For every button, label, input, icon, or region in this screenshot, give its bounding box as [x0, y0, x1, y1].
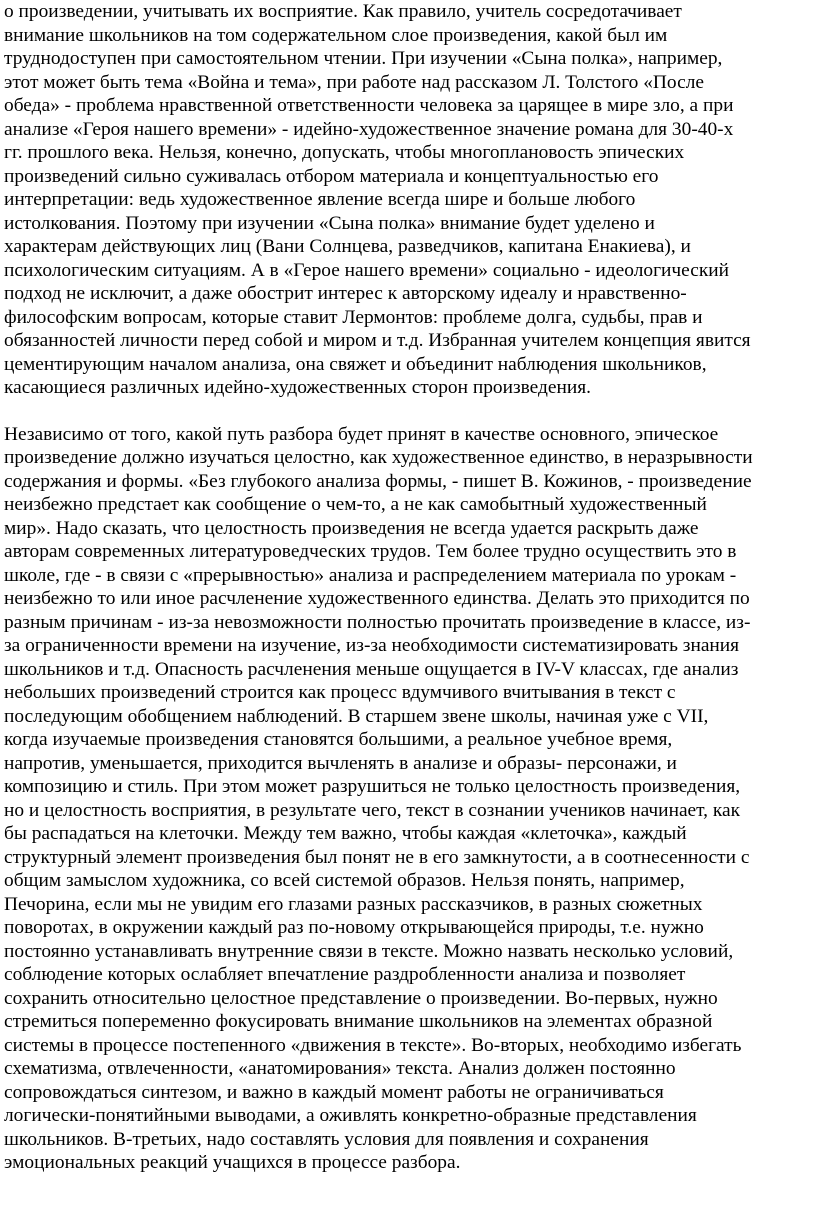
text-line: напротив, уменьшается, приходится вычленять в анализе и образы- персонажи, и: [4, 752, 677, 774]
text-line: эмоциональных реакций учащихся в процессе разбора.: [4, 1152, 461, 1173]
text-line: последующим обобщением наблюдений. В старшем звене школы, начиная уже с VII,: [4, 705, 709, 727]
text-line: интерпретации: ведь художественное явление всегда шире и больше любого: [4, 189, 636, 210]
text-line: сопровождаться синтезом, и важно в каждый момент работы не ограничиваться: [4, 1081, 664, 1103]
text-line: стремиться попеременно фокусировать внимание школьников на элементах образной: [4, 1011, 713, 1032]
text-line: сохранить относительно целостное представление о произведении. Во-первых, нужно: [4, 987, 718, 1009]
text-line: этот может быть тема «Война и тема», при работе над рассказом Л. Толстого «После: [4, 71, 704, 93]
text-line: подход не исключит, а даже обострит интерес к авторскому идеалу и нравственно-: [4, 283, 687, 304]
text-line: разным причинам - из-за невозможности полностью прочитать произведение в классе, из-: [4, 611, 751, 633]
text-line: касающиеся различных идейно-художественных сторон произведения.: [4, 377, 592, 398]
text-line: неизбежно то или иное расчленение художественного единства. Делать это приходится по: [4, 588, 750, 609]
text-line: общим замыслом художника, со всей системой образов. Нельзя понять, например,: [4, 870, 685, 891]
paragraph-2: [4, 423, 812, 1175]
text-line: школьников и т.д. Опасность расчленения меньше ощущается в IV-V классах, где анализ: [4, 658, 739, 680]
text-line: схематизма, отвлеченности, «анатомирования» текста. Анализ должен постоянно: [4, 1058, 676, 1079]
text-line: внимание школьников на том содержательном слое произведения, какой был им: [4, 24, 668, 46]
text-line: за ограниченности времени на изучение, из-за необходимости систематизировать знания: [4, 635, 740, 656]
text-line: соблюдение которых ослабляет впечатление раздробленности анализа и позволяет: [4, 964, 686, 985]
text-line: школьников. В-третьих, надо составлять условия для появления и сохранения: [4, 1128, 649, 1150]
text-line: структурный элемент произведения был понят не в его замкнутости, а в соотнесенности с: [4, 846, 750, 868]
text-line: характерам действующих лиц (Вани Солнцева, разведчиков, капитана Енакиева), и: [4, 236, 691, 257]
text-line: гг. прошлого века. Нельзя, конечно, допускать, чтобы многоплановость эпических: [4, 142, 685, 163]
text-line: системы в процессе постепенного «движения в тексте». Во-вторых, необходимо избегать: [4, 1034, 742, 1056]
text-line: психологическим ситуациям. А в «Герое нашего времени» социально - идеологический: [4, 259, 730, 281]
text-line: труднодоступен при самостоятельном чтении. При изучении «Сына полка», например,: [4, 48, 723, 69]
text-line: произведений сильно суживалась отбором материала и концептуальностью его: [4, 165, 659, 187]
text-line: когда изучаемые произведения становятся большими, а реальное учебное время,: [4, 729, 673, 750]
text-line: логически-понятийными выводами, а оживлять конкретно-образные представления: [4, 1105, 697, 1126]
text-line: истолкования. Поэтому при изучении «Сына полка» внимание будет уделено и: [4, 212, 655, 234]
text-line: школе, где - в связи с «прерывностью» анализа и распределением материала по урокам -: [4, 564, 737, 586]
text-line: произведение должно изучаться целостно, как художественное единство, в неразрывности: [4, 447, 753, 468]
paragraph-gap: [4, 400, 812, 423]
text-line: о произведении, учитывать их восприятие. Как правило, учитель сосредотачивает: [4, 1, 682, 22]
text-line: неизбежно предстает как сообщение о чем-то, а не как самобытный художественный: [4, 494, 707, 515]
text-line: анализе «Героя нашего времени» - идейно-художественное значение романа для 30-40-х: [4, 118, 734, 140]
text-line: Независимо от того, какой путь разбора будет принят в качестве основного, эпическое: [4, 423, 719, 445]
text-line: постоянно устанавливать внутренние связи в тексте. Можно назвать несколько условий,: [4, 940, 734, 962]
text-line: мир». Надо сказать, что целостность произведения не всегда удается раскрыть даже: [4, 517, 699, 539]
text-line: обеда» - проблема нравственной ответственности человека за царящее в мире зло, а при: [4, 95, 734, 116]
paragraph-1: [4, 0, 812, 400]
text-line: небольших произведений строится как процесс вдумчивого вчитывания в текст с: [4, 682, 676, 703]
text-line: содержания и формы. «Без глубокого анализа формы, - пишет В. Кожинов, - произведение: [4, 470, 752, 492]
text-line: бы распадаться на клеточки. Между тем важно, чтобы каждая «клеточка», каждый: [4, 823, 687, 844]
text-line: поворотах, в окружении каждый раз по-новому открывающейся природы, т.е. нужно: [4, 917, 704, 938]
text-line: авторам современных литературоведческих трудов. Тем более трудно осуществить это в: [4, 541, 737, 562]
text-line: философским вопросам, которые ставит Лермонтов: проблеме долга, судьбы, прав и: [4, 306, 703, 328]
text-line: Печорина, если мы не увидим его глазами разных рассказчиков, в разных сюжетных: [4, 893, 703, 915]
text-line: обязанностей личности перед собой и миром и т.д. Избранная учителем концепция явится: [4, 330, 751, 351]
text-line: композицию и стиль. При этом может разрушиться не только целостность произведения,: [4, 776, 741, 797]
text-line: цементирующим началом анализа, она свяжет и объединит наблюдения школьников,: [4, 353, 707, 375]
text-line: но и целостность восприятия, в результате чего, текст в сознании учеников начинает, как: [4, 799, 741, 821]
